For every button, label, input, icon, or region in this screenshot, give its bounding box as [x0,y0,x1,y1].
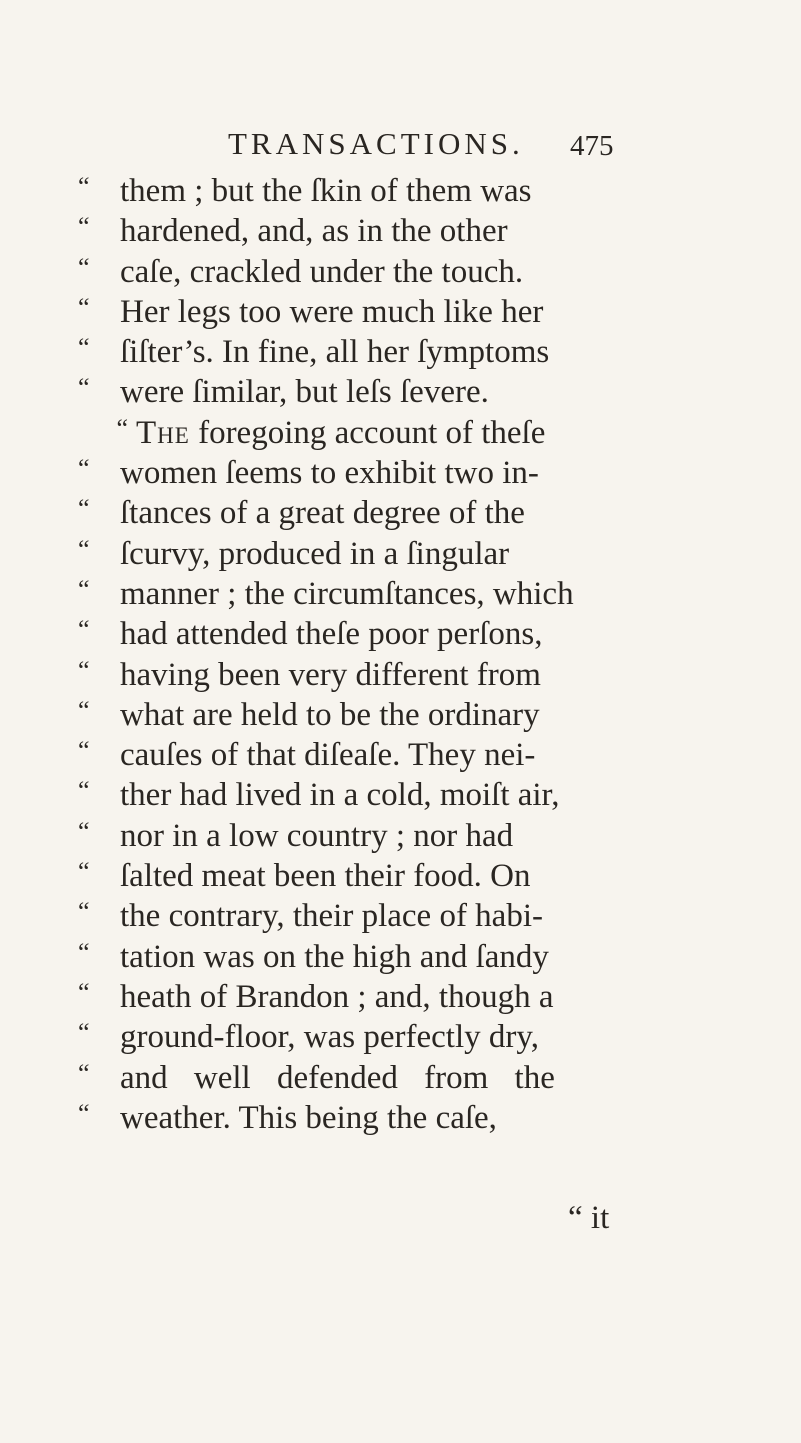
line-text: manner ; the circumſtances, which [120,575,574,612]
line-text: foregoing account of theſe [198,414,546,451]
quote-mark: “ [78,574,90,604]
line-text: nor in a low country ; nor had [120,817,514,854]
text-line [78,1054,758,1094]
line-text: ther had lived in a cold, moiſt air, [120,777,560,814]
quote-mark: “ [78,615,90,645]
running-title: TRANSACTIONS. [228,126,524,161]
line-text: ſcurvy, produced in a ſingular [120,535,510,572]
quote-mark: “ [78,333,90,363]
text-line [78,288,758,328]
paragraph-lead-word: The [136,414,190,451]
line-text: hardened, and, as in the other [120,213,508,250]
line-text: had attended theſe poor perſons, [120,616,543,653]
text-line [78,207,758,250]
quote-mark: “ [78,1098,90,1128]
quote-mark: “ [78,373,90,403]
line-text: ſtances of a great degree of the [120,495,525,532]
text-line [78,489,758,532]
line-text: caſe, crackled under the touch. [120,253,524,290]
text-line [78,852,758,895]
text-line [78,731,758,774]
quote-mark: “ [116,413,128,443]
quote-mark: “ [78,494,90,524]
quote-mark: “ [78,897,90,927]
line-text: ſalted meat been their food. On [120,858,531,895]
text-line [78,449,758,492]
line-text: tation was on the high and ſandy [120,938,549,975]
quote-mark: “ [78,1018,90,1048]
line-text: and well defended from the [120,1059,555,1096]
text-line [78,167,758,207]
quote-mark: “ [78,857,90,887]
text-line [78,530,758,570]
text-line [78,651,758,691]
text-line [78,570,758,610]
quote-mark: “ [78,1058,90,1088]
text-line [78,973,758,1013]
line-text: women ſeems to exhibit two in- [120,455,539,492]
catchword: “ it [568,1200,610,1236]
text-line [78,691,758,731]
page-number: 475 [570,130,614,162]
quote-mark: “ [78,212,90,242]
quote-mark: “ [78,977,90,1007]
line-text: Her legs too were much like her [120,293,544,330]
text-line [78,1013,758,1056]
body-text [78,167,758,1134]
text-line [78,248,758,288]
line-text: were ſimilar, but leſs ſevere. [120,374,489,411]
text-line [78,610,758,653]
line-text: the contrary, their place of habi- [120,898,543,935]
line-text: heath of Brandon ; and, though a [120,978,554,1015]
line-text: ground-floor, was perfectly dry, [120,1019,539,1056]
text-line [78,771,758,814]
quote-mark: “ [78,695,90,725]
quote-mark: “ [78,736,90,766]
quote-mark: “ [78,172,90,201]
text-line [78,328,758,371]
line-text: weather. This being the caſe, [120,1099,497,1136]
text-line [78,892,758,935]
text-line [78,1094,758,1134]
quote-mark: “ [78,292,90,322]
quote-mark: “ [78,937,90,967]
running-head [228,124,728,164]
quote-mark: “ [78,816,90,846]
quote-mark: “ [78,655,90,685]
quote-mark: “ [78,252,90,282]
line-text: having been very different from [120,656,541,693]
line-text: ſiſter’s. In fine, all her ſymptoms [120,334,550,371]
line-text: them ; but the ſkin of them was [120,173,532,209]
text-line [78,368,758,411]
quote-mark: “ [78,534,90,564]
quote-mark: “ [78,454,90,484]
quote-mark: “ [78,776,90,806]
text-line [78,812,758,852]
text-line [78,409,758,449]
line-text: cauſes of that diſeaſe. They nei- [120,737,536,774]
line-text: what are held to be the ordinary [120,696,540,733]
text-line [78,933,758,973]
